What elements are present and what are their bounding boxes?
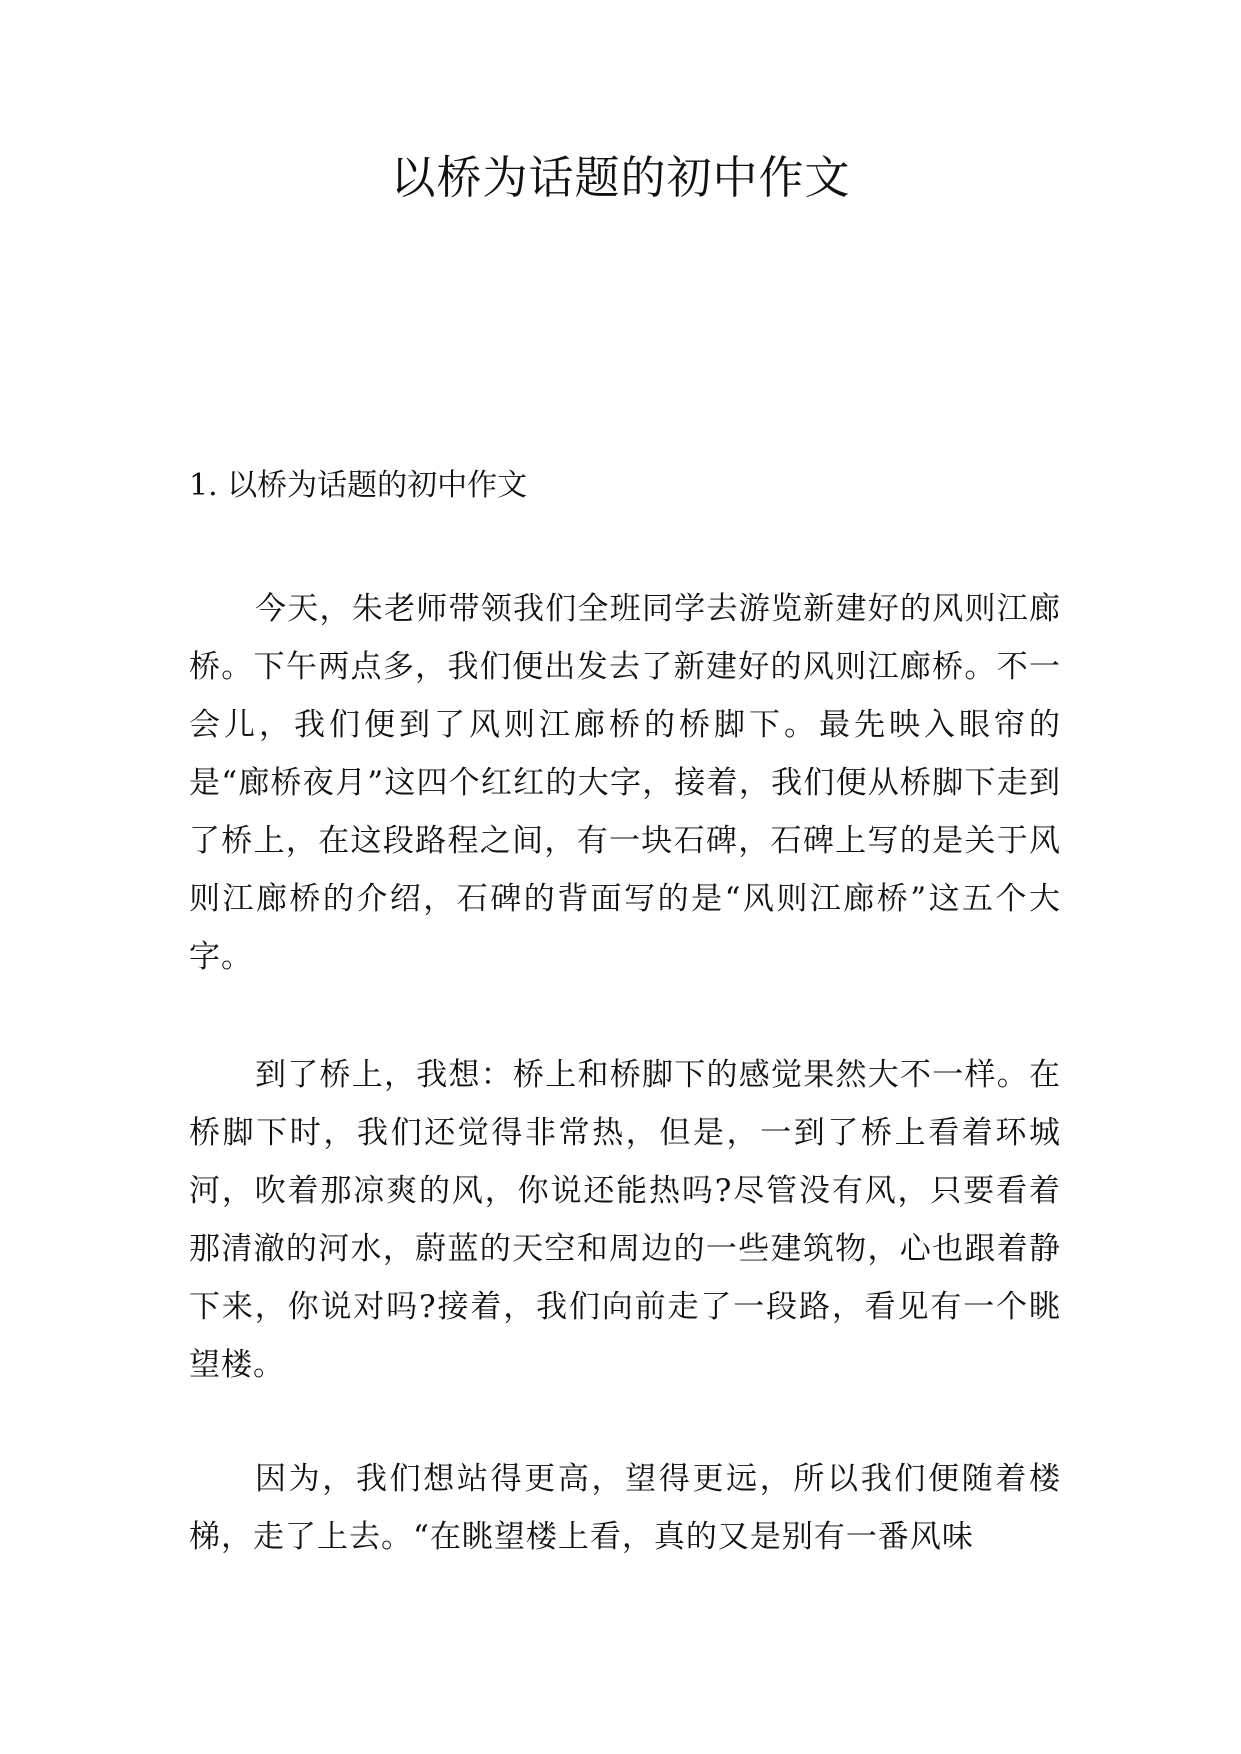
paragraph-3: 因为，我们想站得更高，望得更远，所以我们便随着楼梯，走了上去。“在眺望楼上看，真的又是别有一番风味: [189, 1461, 1061, 1555]
document-title: 以桥为话题的初中作文: [390, 151, 851, 204]
section-heading: 1. 以桥为话题的初中作文: [189, 468, 528, 503]
paragraph-1: 今天，朱老师带领我们全班同学去游览新建好的风则江廊桥。下午两点多，我们便出发去了新建好的风则江廊桥。不一会儿，我们便到了风则江廊桥的桥脚下。最先映入眼帘的是“廊桥夜月”这四个红红的大字，接着，我们便从桥脚下走到了桥上，在这段路程之间，有一块石碑，石碑上写的是关于风则江廊桥的介绍，石碑的背面写的是“风则江廊桥”这五个大字。: [189, 591, 1061, 975]
paragraph-2: 到了桥上，我想：桥上和桥脚下的感觉果然大不一样。在桥脚下时，我们还觉得非常热，但是，一到了桥上看着环城河，吹着那凉爽的风，你说还能热吗?尽管没有风，只要看着那清澈的河水，蔚蓝的天空和周边的一些建筑物，心也跟着静下来，你说对吗?接着，我们向前走了一段路，看见有一个眺望楼。: [189, 1057, 1061, 1383]
